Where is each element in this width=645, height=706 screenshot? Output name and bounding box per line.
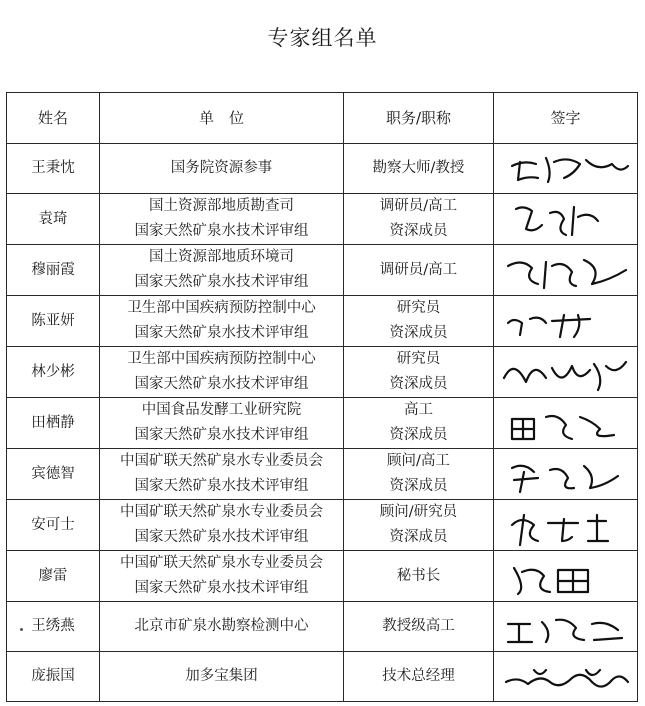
signature-stroke xyxy=(512,465,618,491)
unit-line: 国土资源部地质环境司 xyxy=(149,249,294,265)
unit-line: 中国矿联天然矿泉水专业委员会 xyxy=(120,453,323,469)
position-line: 教授级高工 xyxy=(382,618,455,634)
expert-position xyxy=(344,652,494,702)
expert-name: 宾德智 xyxy=(7,449,100,500)
signature-cell xyxy=(494,245,638,296)
handwritten-signature xyxy=(494,602,638,651)
signature-stroke xyxy=(514,568,588,594)
table-row xyxy=(7,194,638,245)
position-line: 勘察大师/教授 xyxy=(372,160,465,176)
position-line: 资深成员 xyxy=(389,376,448,392)
signature-cell xyxy=(494,500,638,551)
position-line: 调研员/高工 xyxy=(379,261,458,278)
unit-line: 国土资源部地质勘查司 xyxy=(149,198,294,214)
position-line: 高工 xyxy=(404,402,433,418)
expert-position xyxy=(344,296,494,347)
unit-line: 国务院资源参事 xyxy=(170,160,273,176)
expert-name: 林少彬 xyxy=(7,347,100,398)
position-line: 调研员/高工 xyxy=(379,198,458,214)
signature-cell xyxy=(494,144,638,194)
expert-name: 安可士 xyxy=(7,500,100,551)
unit-line: 国家天然矿泉水技术评审组 xyxy=(134,376,309,392)
unit-line: 加多宝集团 xyxy=(185,668,258,684)
header-unit: 单 位 xyxy=(100,93,344,144)
unit-line: 中国食品发酵工业研究院 xyxy=(141,402,302,418)
signature-cell xyxy=(494,347,638,398)
table-row xyxy=(7,144,638,194)
header-name: 姓名 xyxy=(7,93,100,144)
expert-unit xyxy=(100,347,344,398)
expert-name: 袁琦 xyxy=(7,194,100,245)
signature-cell xyxy=(494,398,638,449)
expert-table xyxy=(6,92,638,702)
scan-speck xyxy=(20,628,23,631)
signature-stroke xyxy=(512,416,614,439)
handwritten-signature xyxy=(494,652,638,701)
position-line: 研究员 xyxy=(396,300,441,316)
unit-line: 国家天然矿泉水技术评审组 xyxy=(134,427,309,443)
expert-unit xyxy=(100,245,344,296)
position-line: 秘书长 xyxy=(396,567,441,584)
expert-name: 廖雷 xyxy=(7,551,100,602)
expert-name: 田栖静 xyxy=(7,398,100,449)
signature-stroke xyxy=(508,620,622,642)
unit-line: 卫生部中国疾病预防控制中心 xyxy=(127,351,316,367)
position-line: 技术总经理 xyxy=(382,668,455,684)
expert-name: 穆丽霞 xyxy=(7,245,100,296)
expert-unit xyxy=(100,144,344,194)
signature-cell xyxy=(494,602,638,652)
unit-line: 国家天然矿泉水技术评审组 xyxy=(134,274,309,290)
expert-position xyxy=(344,500,494,551)
handwritten-signature xyxy=(494,501,638,550)
signature-stroke xyxy=(506,670,628,687)
handwritten-signature xyxy=(494,450,638,499)
unit-line: 北京市矿泉水勘察检测中心 xyxy=(134,618,309,634)
signature-cell xyxy=(494,296,638,347)
handwritten-signature xyxy=(494,144,638,193)
position-line: 资深成员 xyxy=(389,529,448,545)
unit-line: 国家天然矿泉水技术评审组 xyxy=(134,325,309,341)
handwritten-signature xyxy=(494,246,638,295)
table-row xyxy=(7,449,638,500)
expert-name: 庞振国 xyxy=(7,652,100,702)
expert-position xyxy=(344,144,494,194)
table-row xyxy=(7,296,638,347)
expert-position xyxy=(344,245,494,296)
unit-line: 国家天然矿泉水技术评审组 xyxy=(134,223,309,239)
signature-cell xyxy=(494,449,638,500)
position-line: 资深成员 xyxy=(389,325,448,341)
signature-cell xyxy=(494,551,638,602)
handwritten-signature xyxy=(494,552,638,601)
expert-unit xyxy=(100,194,344,245)
expert-unit xyxy=(100,602,344,652)
table-row xyxy=(7,602,638,652)
expert-unit xyxy=(100,296,344,347)
table-row xyxy=(7,347,638,398)
position-line: 资深成员 xyxy=(389,427,448,443)
header-signature: 签字 xyxy=(494,93,638,144)
position-line: 研究员 xyxy=(396,351,441,367)
handwritten-signature xyxy=(494,348,638,397)
unit-line: 卫生部中国疾病预防控制中心 xyxy=(127,300,316,316)
handwritten-signature xyxy=(494,399,638,448)
position-line: 顾问/研究员 xyxy=(379,504,458,520)
expert-position xyxy=(344,194,494,245)
unit-line: 中国矿联天然矿泉水专业委员会 xyxy=(120,504,323,520)
expert-name: 陈亚妍 xyxy=(7,296,100,347)
signature-stroke xyxy=(512,158,628,182)
signature-stroke xyxy=(504,362,626,390)
expert-unit xyxy=(100,551,344,602)
table-row xyxy=(7,551,638,602)
expert-name: 王秉忱 xyxy=(7,144,100,194)
expert-position xyxy=(344,398,494,449)
expert-unit xyxy=(100,398,344,449)
unit-line: 国家天然矿泉水技术评审组 xyxy=(134,478,309,494)
expert-position xyxy=(344,449,494,500)
signature-stroke xyxy=(508,260,626,288)
table-row xyxy=(7,500,638,551)
expert-unit xyxy=(100,500,344,551)
handwritten-signature xyxy=(494,195,638,244)
expert-position xyxy=(344,602,494,652)
expert-position xyxy=(344,551,494,602)
handwritten-signature xyxy=(494,297,638,346)
signature-cell xyxy=(494,194,638,245)
unit-line: 国家天然矿泉水技术评审组 xyxy=(134,580,309,596)
position-line: 资深成员 xyxy=(389,478,448,494)
table-row xyxy=(7,652,638,702)
signature-cell xyxy=(494,652,638,702)
signature-stroke xyxy=(508,315,590,337)
page-title: 专家组名单 xyxy=(267,26,378,50)
expert-name: 王绣燕 xyxy=(7,602,100,652)
position-line: 顾问/高工 xyxy=(387,453,450,469)
expert-unit xyxy=(100,449,344,500)
header-position: 职务/职称 xyxy=(344,93,494,144)
expert-position xyxy=(344,347,494,398)
table-row xyxy=(7,398,638,449)
position-line: 资深成员 xyxy=(389,223,448,239)
expert-unit xyxy=(100,652,344,702)
signature-stroke xyxy=(512,515,608,545)
table-row xyxy=(7,245,638,296)
signature-stroke xyxy=(516,207,598,235)
unit-line: 中国矿联天然矿泉水专业委员会 xyxy=(120,555,323,571)
unit-line: 国家天然矿泉水技术评审组 xyxy=(134,529,309,545)
table-header-row xyxy=(7,93,638,144)
